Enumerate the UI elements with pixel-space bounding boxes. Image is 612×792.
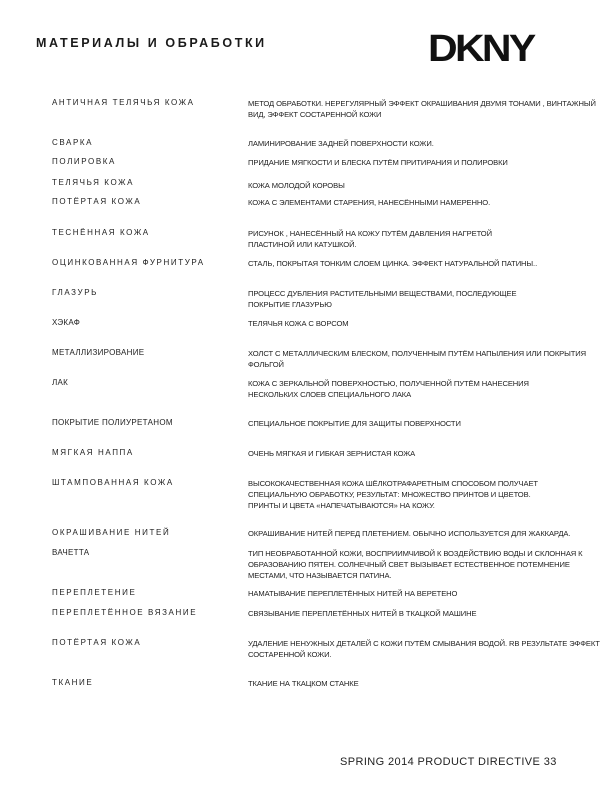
glossary-term: МЕТАЛЛИЗИРОВАНИЕ (52, 348, 145, 357)
glossary-term: ХЭКАФ (52, 318, 81, 327)
glossary-definition: МЕТОД ОБРАБОТКИ. НЕРЕГУЛЯРНЫЙ ЭФФЕКТ ОКРАШИВАНИЯ ДВУМЯ ТОНАМИ , ВИНТАЖНЫЙ ВИД, ЭФФЕКТ СОСТАРЕННОЙ КОЖИ (248, 99, 596, 119)
glossary-term: МЯГКАЯ НАППА (52, 448, 134, 457)
glossary-term: ПЕРЕПЛЕТЁННОЕ ВЯЗАНИЕ (52, 608, 198, 617)
glossary-definition: КОЖА С ЭЛЕМЕНТАМИ СТАРЕНИЯ, НАНЕСЁННЫМИ НАМЕРЕННО. (248, 198, 491, 207)
glossary-term: ТЕСНЁННАЯ КОЖА (52, 228, 150, 237)
glossary-definition: НАМАТЫВАНИЕ ПЕРЕПЛЕТЁННЫХ НИТЕЙ НА ВЕРЕТЕНО (248, 589, 458, 598)
glossary-term: ВАЧЕТТА (52, 548, 90, 557)
glossary-definition: ВЫСОКОКАЧЕСТВЕННАЯ КОЖА ШЁЛКОТРАФАРЕТНЫМ СПОСОБОМ ПОЛУЧАЕТ СПЕЦИАЛЬНУЮ ОБРАБОТКУ, РЕЗУЛЬТАТ: МНОЖЕСТВО ПРИНТОВ И ЦВЕТОВ. ПРИНТЫ И ЦВЕТА «НАПЕЧАТЫВАЮТСЯ» НА КОЖУ. (248, 479, 538, 510)
glossary-term: ПОКРЫТИЕ ПОЛИУРЕТАНОМ (52, 418, 173, 427)
glossary-definition: ПРОЦЕСС ДУБЛЕНИЯ РАСТИТЕЛЬНЫМИ ВЕЩЕСТВАМИ, ПОСЛЕДУЮЩЕЕ ПОКРЫТИЕ ГЛАЗУРЬЮ (248, 289, 517, 309)
glossary-term: ТКАНИЕ (52, 678, 94, 687)
glossary-term: ПОЛИРОВКА (52, 157, 116, 166)
glossary-term: ТЕЛЯЧЬЯ КОЖА (52, 178, 135, 187)
glossary-definition: ОКРАШИВАНИЕ НИТЕЙ ПЕРЕД ПЛЕТЕНИЕМ. ОБЫЧНО ИСПОЛЬЗУЕТСЯ ДЛЯ ЖАККАРДА. (248, 529, 571, 538)
glossary-definition: ЛАМИНИРОВАНИЕ ЗАДНЕЙ ПОВЕРХНОСТИ КОЖИ. (248, 139, 434, 148)
glossary-definition: СПЕЦИАЛЬНОЕ ПОКРЫТИЕ ДЛЯ ЗАЩИТЫ ПОВЕРХНОСТИ (248, 419, 461, 428)
glossary-term: СВАРКА (52, 138, 94, 147)
glossary-definition: СТАЛЬ, ПОКРЫТАЯ ТОНКИМ СЛОЕМ ЦИНКА. ЭФФЕКТ НАТУРАЛЬНОЙ ПАТИНЫ.. (248, 259, 538, 268)
page-footer: SPRING 2014 PRODUCT DIRECTIVE 33 (340, 756, 557, 768)
glossary-term: ПОТЁРТАЯ КОЖА (52, 197, 142, 206)
glossary-term: ЛАК (52, 378, 69, 387)
glossary-definition: СВЯЗЫВАНИЕ ПЕРЕПЛЕТЁННЫХ НИТЕЙ В ТКАЦКОЙ МАШИНЕ (248, 609, 477, 618)
page-title: МАТЕРИАЛЫ И ОБРАБОТКИ (36, 36, 267, 50)
glossary-definition: ОЧЕНЬ МЯГКАЯ И ГИБКАЯ ЗЕРНИСТАЯ КОЖА (248, 449, 416, 458)
glossary-definition: ТЕЛЯЧЬЯ КОЖА С ВОРСОМ (248, 319, 349, 328)
glossary-definition: КОЖА С ЗЕРКАЛЬНОЙ ПОВЕРХНОСТЬЮ, ПОЛУЧЕННОЙ ПУТЁМ НАНЕСЕНИЯ НЕСКОЛЬКИХ СЛОЕВ СПЕЦИАЛЬНОГО ЛАКА (248, 379, 529, 399)
glossary-term: ОЦИНКОВАННАЯ ФУРНИТУРА (52, 258, 205, 267)
glossary-definition: УДАЛЕНИЕ НЕНУЖНЫХ ДЕТАЛЕЙ С КОЖИ ПУТЁМ СМЫВАНИЯ ВОДОЙ. RB РЕЗУЛЬТАТЕ ЭФФЕКТ СОСТАРЕННОЙ КОЖИ. (248, 639, 600, 659)
glossary-definition: ТКАНИЕ НА ТКАЦКОМ СТАНКЕ (248, 679, 359, 688)
glossary-definition: ХОЛСТ С МЕТАЛЛИЧЕСКИМ БЛЕСКОМ, ПОЛУЧЕННЫМ ПУТЁМ НАПЫЛЕНИЯ ИЛИ ПОКРЫТИЯ ФОЛЬГОЙ (248, 349, 587, 369)
glossary-term: ГЛАЗУРЬ (52, 288, 98, 297)
glossary-term: АНТИЧНАЯ ТЕЛЯЧЬЯ КОЖА (52, 98, 195, 107)
glossary-definition: КОЖА МОЛОДОЙ КОРОВЫ (248, 181, 345, 190)
glossary-definition: ТИП НЕОБРАБОТАННОЙ КОЖИ, ВОСПРИИМЧИВОЙ К ВОЗДЕЙСТВИЮ ВОДЫ И СКЛОННАЯ К ОБРАЗОВАНИЮ ПЯТЕН. СОЛНЕЧНЫЙ СВЕТ ВЫЗЫВАЕТ ЕСТЕСТВЕННОЕ ПОТЕМНЕНИЕ МЕСТАМИ, ЧТО НАЗЫВАЕТСЯ ПАТИНА. (248, 549, 583, 580)
glossary-definition: ПРИДАНИЕ МЯГКОСТИ И БЛЕСКА ПУТЁМ ПРИТИРАНИЯ И ПОЛИРОВКИ (248, 158, 508, 167)
glossary-term: ШТАМПОВАННАЯ КОЖА (52, 478, 174, 487)
glossary-term: ОКРАШИВАНИЕ НИТЕЙ (52, 528, 171, 537)
glossary-term: ПЕРЕПЛЕТЕНИЕ (52, 588, 137, 597)
glossary-definition: РИСУНОК , НАНЕСЁННЫЙ НА КОЖУ ПУТЁМ ДАВЛЕНИЯ НАГРЕТОЙ ПЛАСТИНОЙ ИЛИ КАТУШКОЙ. (248, 229, 492, 249)
glossary-term: ПОТЁРТАЯ КОЖА (52, 638, 142, 647)
dkny-logo: DKNY (428, 28, 534, 70)
